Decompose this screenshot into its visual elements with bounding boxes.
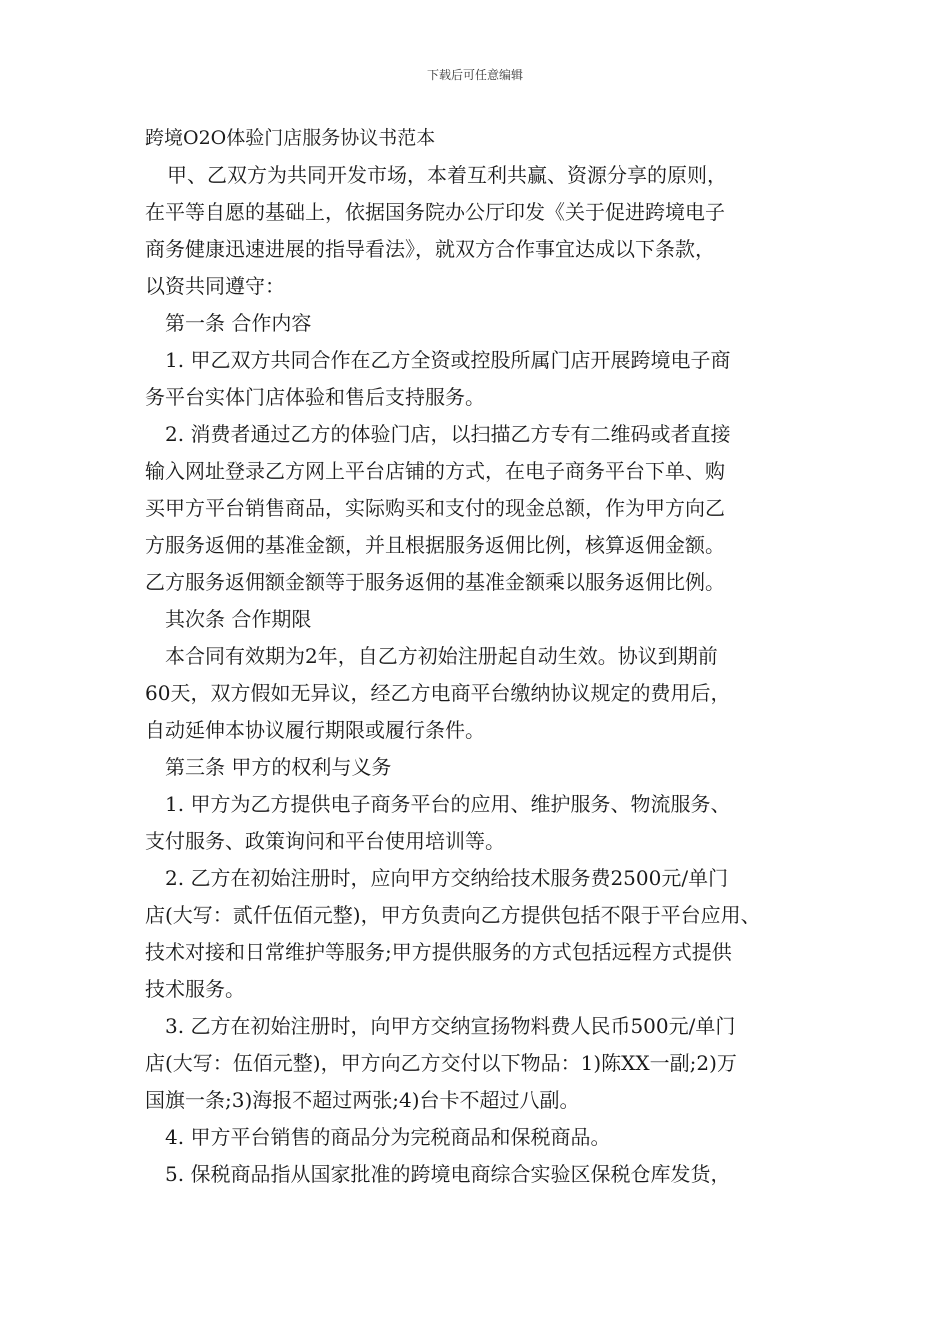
paragraph-line: 自动延伸本协议履行期限或履行条件。	[145, 718, 485, 742]
paragraph-line: 4. 甲方平台销售的商品分为完税商品和保税商品。	[165, 1125, 611, 1149]
document-title: 跨境O2O体验门店服务协议书范本	[145, 127, 436, 149]
paragraph-line: 2. 消费者通过乙方的体验门店，以扫描乙方专有二维码或者直接	[165, 422, 731, 446]
paragraph-line: 店(大写：贰仟伍佰元整)，甲方负责向乙方提供包括不限于平台应用、	[145, 903, 761, 927]
paragraph-line: 技术对接和日常维护等服务;甲方提供服务的方式包括远程方式提供	[145, 940, 732, 964]
article-heading: 第三条 甲方的权利与义务	[165, 755, 392, 779]
paragraph-line: 商务健康迅速进展的指导看法》，就双方合作事宜达成以下条款，	[145, 237, 715, 261]
paragraph-line: 输入网址登录乙方网上平台店铺的方式，在电子商务平台下单、购	[145, 459, 725, 483]
paragraph-line: 以资共同遵守：	[145, 274, 285, 298]
paragraph-line: 5. 保税商品指从国家批准的跨境电商综合实验区保税仓库发货，	[165, 1162, 731, 1186]
paragraph-line: 店(大写：伍佰元整)，甲方向乙方交付以下物品：1)陈XX一副;2)万	[145, 1051, 737, 1075]
paragraph-line: 务平台实体门店体验和售后支持服务。	[145, 385, 485, 409]
paragraph-line: 60天，双方假如无异议，经乙方电商平台缴纳协议规定的费用后，	[145, 681, 731, 705]
paragraph-line: 甲、乙双方为共同开发市场，本着互利共赢、资源分享的原则，	[167, 163, 727, 187]
paragraph-line: 支付服务、政策询问和平台使用培训等。	[145, 829, 505, 853]
paragraph-line: 1. 甲方为乙方提供电子商务平台的应用、维护服务、物流服务、	[165, 792, 731, 816]
document-body	[145, 120, 810, 1193]
paragraph-line: 方服务返佣的基准金额，并且根据服务返佣比例，核算返佣金额。	[145, 533, 725, 557]
paragraph-line: 在平等自愿的基础上，依据国务院办公厅印发《关于促进跨境电子	[145, 200, 725, 224]
page-header: 下载后可任意编辑	[426, 68, 523, 82]
paragraph-line: 国旗一条;3)海报不超过两张;4)台卡不超过八副。	[145, 1088, 580, 1112]
article-heading: 第一条 合作内容	[165, 311, 312, 335]
paragraph-line: 3. 乙方在初始注册时，向甲方交纳宣扬物料费人民币500元/单门	[165, 1014, 736, 1038]
paragraph-line: 买甲方平台销售商品，实际购买和支付的现金总额，作为甲方向乙	[145, 496, 725, 520]
paragraph-line: 本合同有效期为2年，自乙方初始注册起自动生效。协议到期前	[165, 644, 718, 668]
paragraph-line: 2. 乙方在初始注册时，应向甲方交纳给技术服务费2500元/单门	[165, 866, 729, 890]
paragraph-line: 技术服务。	[145, 977, 245, 1001]
article-heading: 其次条 合作期限	[165, 607, 312, 631]
paragraph-line: 1. 甲乙双方共同合作在乙方全资或控股所属门店开展跨境电子商	[165, 348, 731, 372]
paragraph-line: 乙方服务返佣额金额等于服务返佣的基准金额乘以服务返佣比例。	[145, 570, 725, 594]
